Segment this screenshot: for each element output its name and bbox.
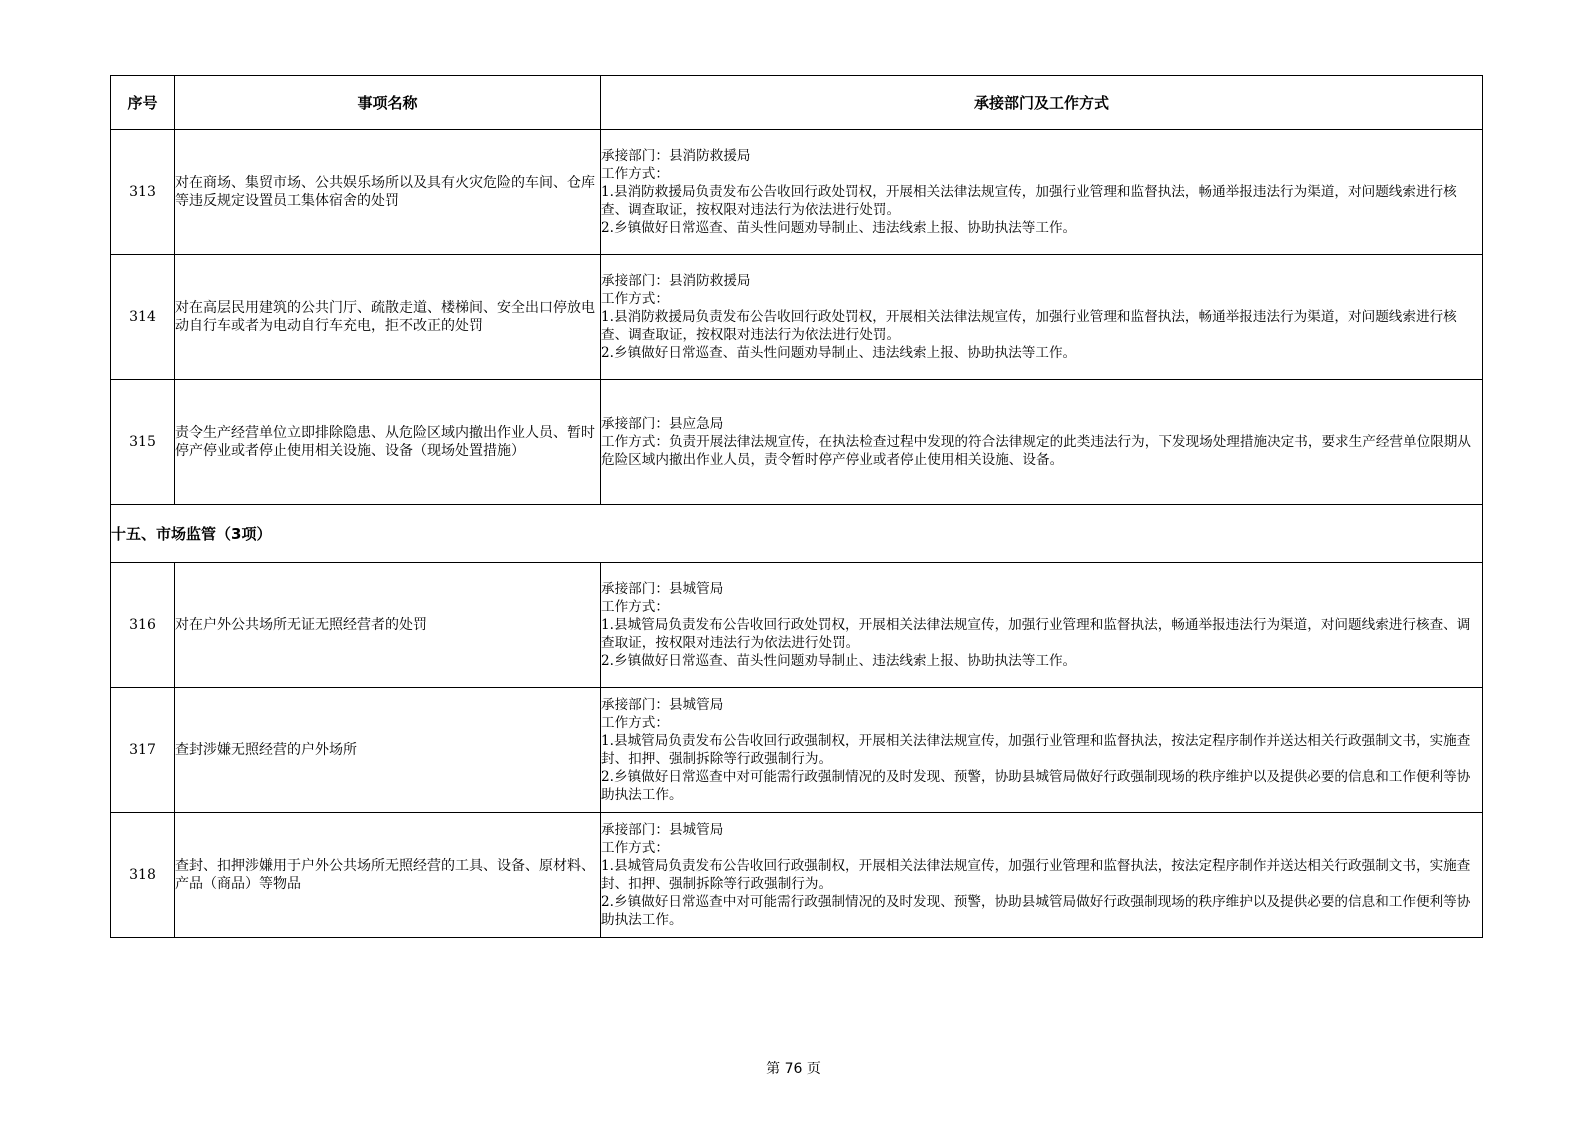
dept-line: 1.县消防救援局负责发布公告收回行政处罚权，开展相关法律法规宣传，加强行业管理和监督执法，畅通举报违法行为渠道，对问题线索进行核查、调查取证，按权限对违法行为依法进行处罚。: [601, 309, 1457, 343]
dept-line: 工作方式：: [601, 840, 669, 856]
dept-line: 2.乡镇做好日常巡查、苗头性问题劝导制止、违法线索上报、协助执法等工作。: [601, 345, 1077, 361]
table-row: [111, 130, 1483, 255]
dept-line: 承接部门：县消防救援局: [601, 273, 751, 289]
table-row: [111, 380, 1483, 505]
dept-line: 2.乡镇做好日常巡查、苗头性问题劝导制止、违法线索上报、协助执法等工作。: [601, 220, 1077, 236]
table-row: [111, 813, 1483, 938]
dept-line: 2.乡镇做好日常巡查、苗头性问题劝导制止、违法线索上报、协助执法等工作。: [601, 653, 1077, 669]
table-row: [111, 255, 1483, 380]
dept-line: 承接部门：县消防救援局: [601, 148, 751, 164]
dept-line: 承接部门：县应急局: [601, 416, 724, 432]
dept-line: 1.县城管局负责发布公告收回行政处罚权，开展相关法律法规宣传，加强行业管理和监督执法，畅通举报违法行为渠道，对问题线索进行核查、调查取证，按权限对违法行为依法进行处罚。: [601, 617, 1471, 651]
dept-line: 1.县城管局负责发布公告收回行政强制权，开展相关法律法规宣传，加强行业管理和监督执法，按法定程序制作并送达相关行政强制文书，实施查封、扣押、强制拆除等行政强制行为。: [601, 733, 1471, 767]
row-serial-number: 314: [111, 255, 175, 380]
page-number: 第 76 页: [766, 1061, 821, 1077]
section-row: [111, 505, 1483, 563]
dept-line: 工作方式：: [601, 291, 669, 307]
table-row: [111, 563, 1483, 688]
row-item-name: 对在高层民用建筑的公共门厅、疏散走道、楼梯间、安全出口停放电动自行车或者为电动自行车充电，拒不改正的处罚: [175, 255, 601, 380]
table-header-row: [111, 76, 1483, 130]
row-serial-number: 315: [111, 380, 175, 505]
row-department-method: [601, 563, 1483, 688]
row-serial-number: 313: [111, 130, 175, 255]
table-row: [111, 688, 1483, 813]
row-department-method: [601, 255, 1483, 380]
header-serial-number: 序号: [111, 76, 175, 130]
dept-line: 承接部门：县城管局: [601, 581, 724, 597]
dept-line: 工作方式：: [601, 166, 669, 182]
row-serial-number: 317: [111, 688, 175, 813]
row-item-name: 责令生产经营单位立即排除隐患、从危险区域内撤出作业人员、暂时停产停业或者停止使用相关设施、设备（现场处置措施）: [175, 380, 601, 505]
row-serial-number: 318: [111, 813, 175, 938]
dept-line: 承接部门：县城管局: [601, 822, 724, 838]
row-department-method: [601, 688, 1483, 813]
dept-line: 2.乡镇做好日常巡查中对可能需行政强制情况的及时发现、预警，协助县城管局做好行政强制现场的秩序维护以及提供必要的信息和工作便利等协助执法工作。: [601, 769, 1471, 803]
dept-line: 工作方式：负责开展法律法规宣传，在执法检查过程中发现的符合法律规定的此类违法行为，下发现场处理措施决定书，要求生产经营单位限期从危险区域内撤出作业人员，责令暂时停产停业或者停止使用相关设施、设备。: [601, 434, 1471, 468]
dept-line: 工作方式：: [601, 599, 669, 615]
row-serial-number: 316: [111, 563, 175, 688]
dept-line: 1.县消防救援局负责发布公告收回行政处罚权，开展相关法律法规宣传，加强行业管理和监督执法，畅通举报违法行为渠道，对问题线索进行核查、调查取证，按权限对违法行为依法进行处罚。: [601, 184, 1457, 218]
responsibility-table: [110, 75, 1483, 938]
row-item-name: 对在户外公共场所无证无照经营者的处罚: [175, 563, 601, 688]
header-item-name: 事项名称: [175, 76, 601, 130]
section-title: 十五、市场监管（3项）: [111, 505, 1483, 563]
header-department-method: 承接部门及工作方式: [601, 76, 1483, 130]
dept-line: 工作方式：: [601, 715, 669, 731]
row-department-method: [601, 380, 1483, 505]
dept-line: 1.县城管局负责发布公告收回行政强制权，开展相关法律法规宣传，加强行业管理和监督执法，按法定程序制作并送达相关行政强制文书，实施查封、扣押、强制拆除等行政强制行为。: [601, 858, 1471, 892]
row-department-method: [601, 813, 1483, 938]
row-item-name: 对在商场、集贸市场、公共娱乐场所以及具有火灾危险的车间、仓库等违反规定设置员工集体宿舍的处罚: [175, 130, 601, 255]
row-item-name: 查封、扣押涉嫌用于户外公共场所无照经营的工具、设备、原材料、产品（商品）等物品: [175, 813, 601, 938]
dept-line: 承接部门：县城管局: [601, 697, 724, 713]
row-department-method: [601, 130, 1483, 255]
dept-line: 2.乡镇做好日常巡查中对可能需行政强制情况的及时发现、预警，协助县城管局做好行政强制现场的秩序维护以及提供必要的信息和工作便利等协助执法工作。: [601, 894, 1471, 928]
row-item-name: 查封涉嫌无照经营的户外场所: [175, 688, 601, 813]
